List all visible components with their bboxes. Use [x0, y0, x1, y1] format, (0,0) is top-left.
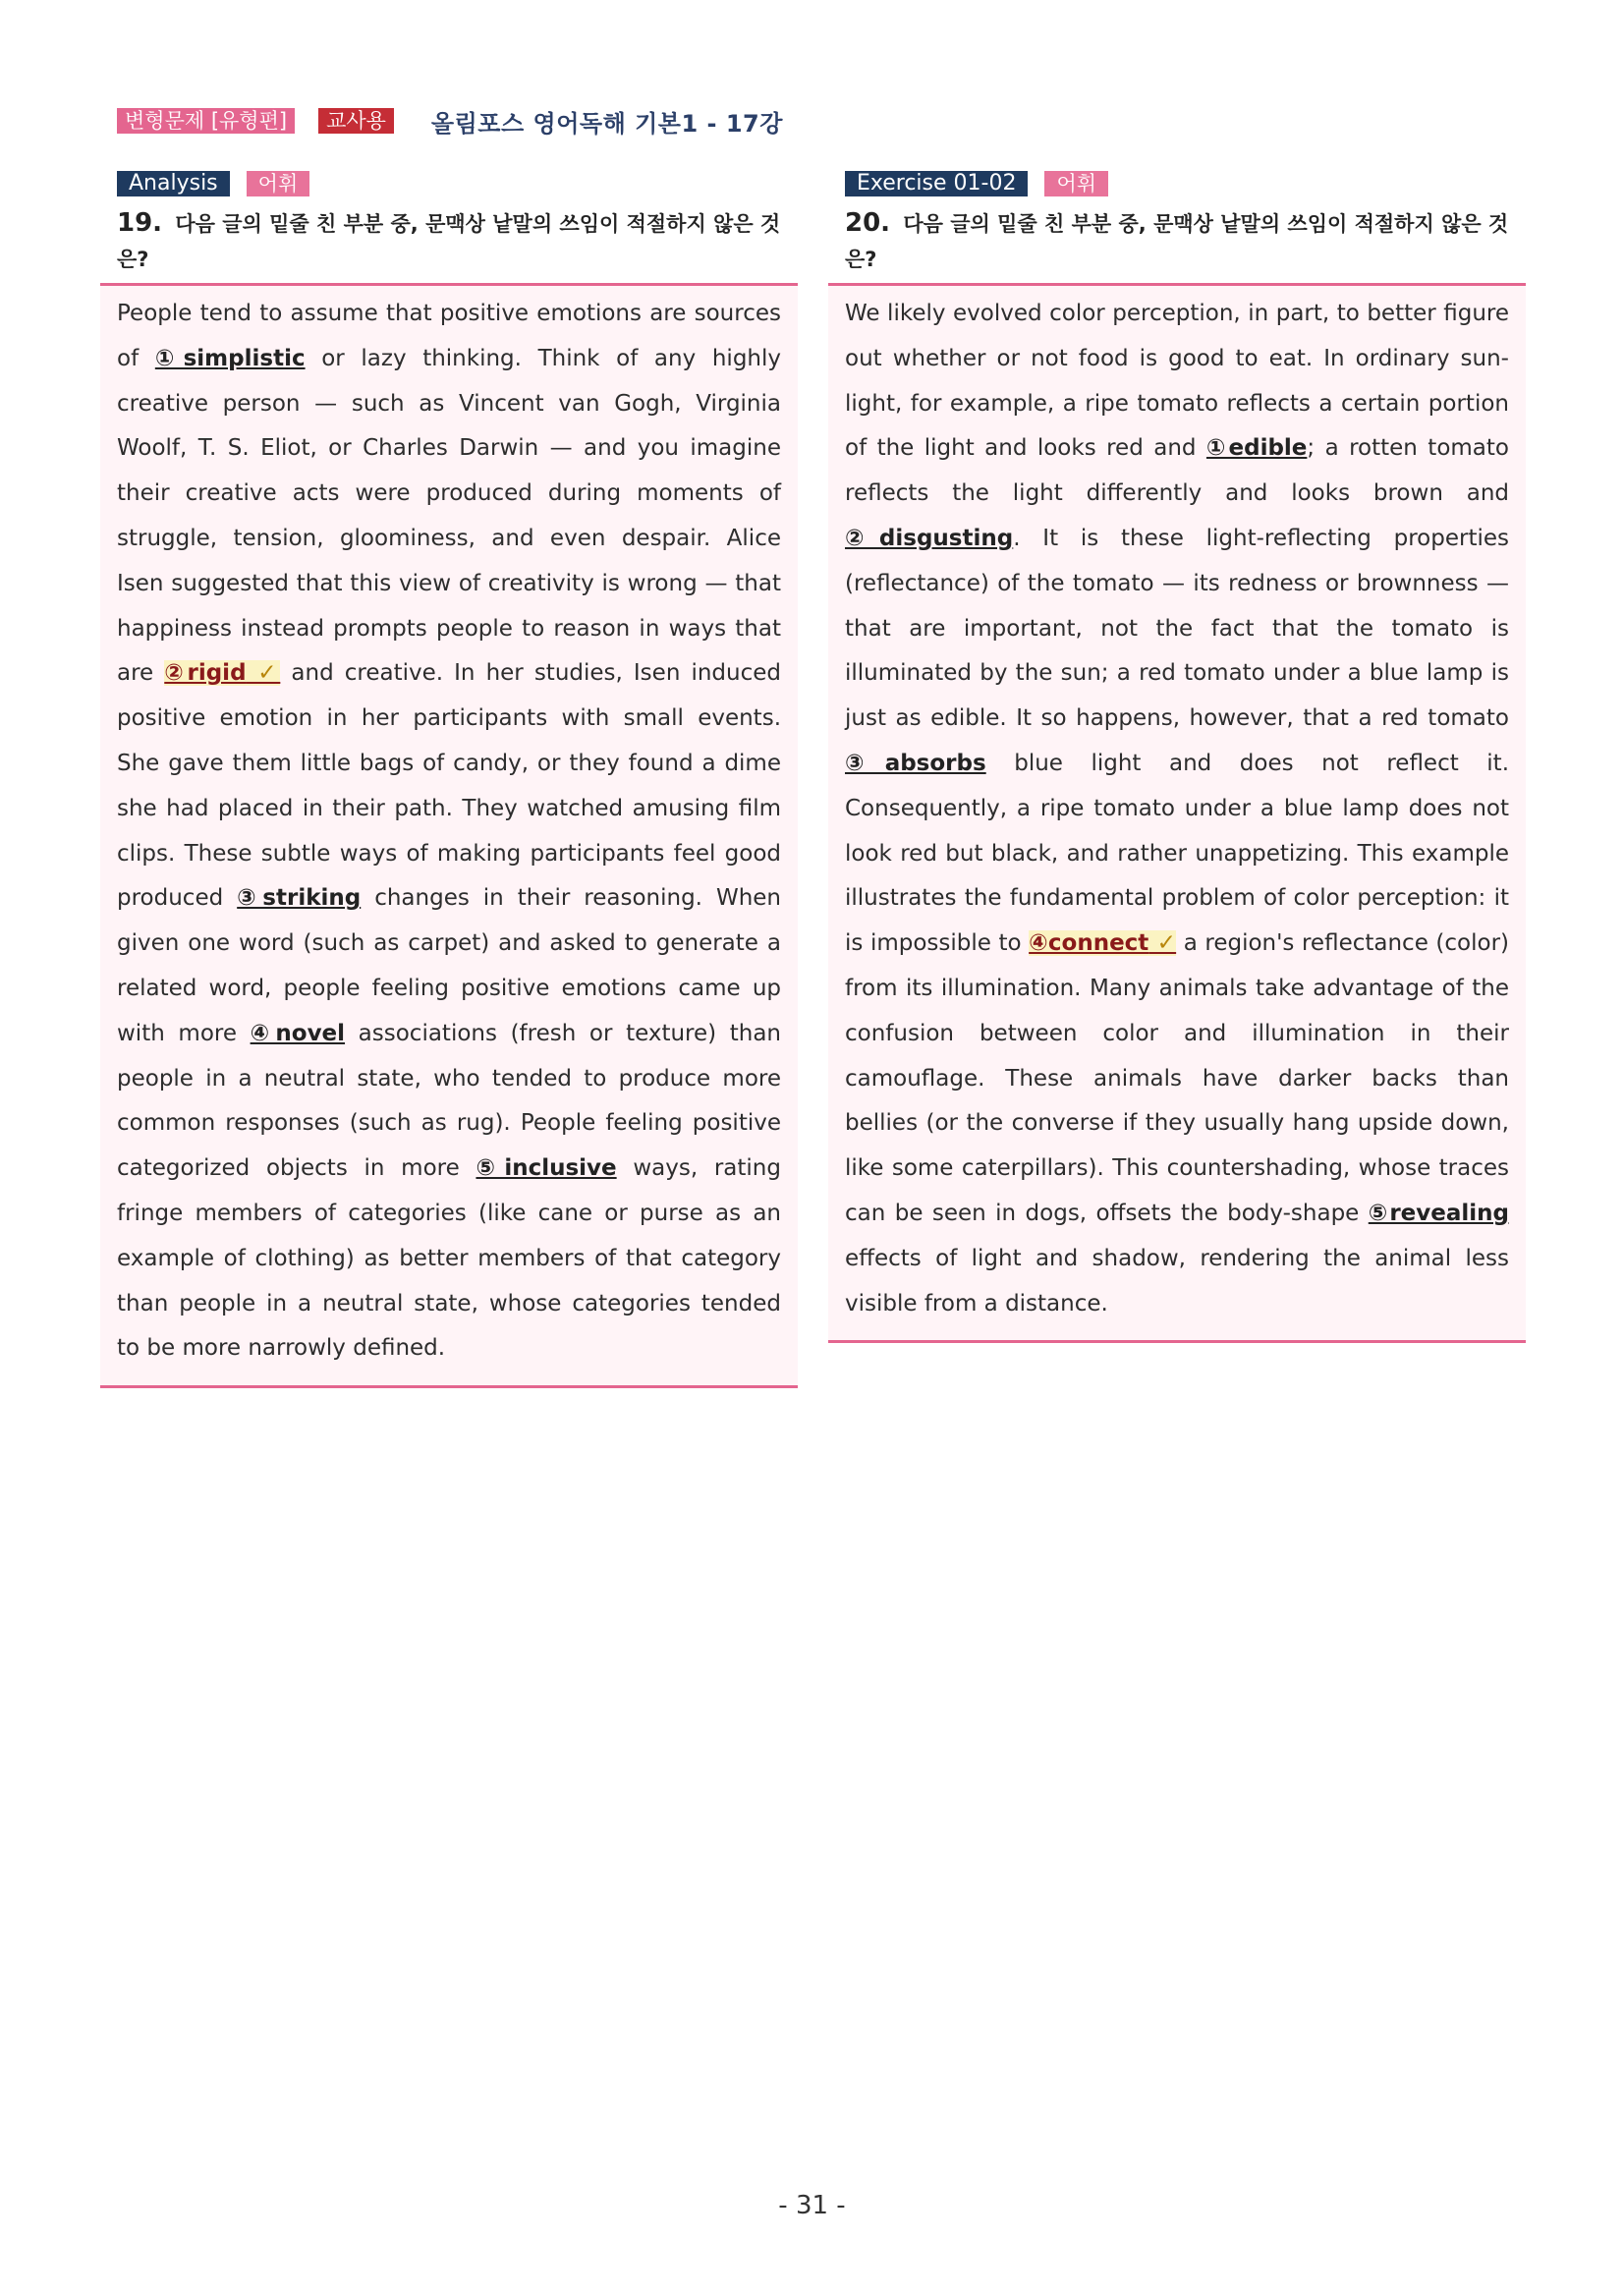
passage-text: ways, rating fringe members of categories (like cane or purse as an example of clothing) as better members of that category than people in a neutral state, whose categories tended to be more narrowly defined.	[117, 1155, 781, 1362]
question-text: 다음 글의 밑줄 친 부분 중, 문맥상 낱말의 쓰임이 적절하지 않은 것은?	[117, 212, 781, 271]
passage-19	[117, 292, 781, 1372]
analysis-label: Analysis	[117, 171, 230, 196]
answer-word: ②rigid	[164, 660, 247, 687]
check-mark-icon: ✓	[246, 660, 281, 687]
passage-text: blue light and does not reflect it. Consequently, a ripe tomato under a blue lamp does not look red but black, and rather unappetizing. This example illustrates the fundamental problem of color perception: it is impossible to	[845, 750, 1510, 957]
underlined-choice-5: ⑤inclusive	[476, 1155, 617, 1182]
worksheet-type-tag: 변형문제 [유형편]	[117, 108, 295, 134]
passage-text: associations (fresh or texture) than people in a neutral state, who tended to produce more common responses (such as rug). People feeling positive categorized objects in more	[117, 1020, 781, 1182]
passage-text: ; a rotten tomato reflects the light differently and looks brown and	[845, 435, 1509, 507]
vocabulary-label: 어휘	[247, 171, 310, 196]
vocabulary-label: 어휘	[1044, 171, 1108, 196]
question-20-prompt	[828, 205, 1513, 277]
question-19-prompt	[100, 205, 785, 277]
underlined-choice-3: ③striking	[237, 885, 362, 912]
check-mark-icon: ✓	[1148, 930, 1177, 957]
question-text: 다음 글의 밑줄 친 부분 중, 문맥상 낱말의 쓰임이 적절하지 않은 것은?	[845, 212, 1509, 271]
passage-text: changes in their reasoning. When given one word (such as carpet) and asked to generate a related word, people feeling positive emotions came up with more	[117, 885, 781, 1046]
question-number: 20.	[845, 208, 891, 238]
passage-text: a region's reflectance (color) from its illumination. Many animals take advantage of the confusion between color and illumination in their camouflage. These animals have darker backs than bellies (or the converse if they usually hang upside down, like some caterpillars). This countershading, whose traces can be seen in dogs, offsets the body-shape	[845, 930, 1510, 1226]
underlined-choice-1: ①simplistic	[154, 345, 306, 371]
passage-box	[100, 283, 798, 1388]
passage-text: effects of light and shadow, rendering the animal less visible from a distance.	[845, 1245, 1509, 1316]
question-number: 19.	[117, 208, 163, 238]
underlined-choice-1: ①edible	[1205, 435, 1308, 462]
answer-choice-2	[164, 660, 280, 686]
underlined-choice-4: ④novel	[250, 1020, 346, 1046]
passage-text: People tend to assume that positive emotions are sources of	[117, 301, 781, 371]
teacher-edition-tag: 교사용	[318, 108, 394, 134]
passage-text: We likely evolved color perception, in part, to better figure out whether or not food is good to eat. In ordinary sun-light, for example, a ripe tomato reflects a certain portion of the light and looks red and	[845, 301, 1509, 462]
question-19-labels	[100, 170, 798, 197]
passage-text: and creative. In her studies, Isen induced positive emotion in her participants with small events. She gave them little bags of candy, or they found a dime she had placed in their path. They watched amusing film clips. These subtle ways of making participants feel good produced	[117, 660, 782, 912]
underlined-choice-5: ⑤revealing	[1368, 1200, 1509, 1226]
question-19-column	[100, 170, 798, 1388]
question-20-column	[828, 170, 1526, 1343]
question-20-labels	[828, 170, 1526, 197]
page-number: - 31 -	[778, 2191, 846, 2220]
passage-text: . It is these light-reflecting properties (reflectance) of the tomato — its redness or brownness — that are important, not the fact that the tomato is illuminated by the sun; a red tomato under a blue lamp is just as edible. It so happens, however, that a red tomato	[845, 525, 1509, 732]
underlined-choice-2: ②disgusting	[845, 525, 1014, 551]
answer-word: ④connect	[1029, 930, 1149, 957]
page-header	[117, 106, 783, 136]
underlined-choice-3: ③absorbs	[845, 750, 986, 776]
exercise-label: Exercise 01-02	[845, 171, 1028, 196]
answer-choice-4	[1029, 930, 1176, 956]
page-title: 올림포스 영어독해 기본1 - 17강	[430, 109, 783, 138]
passage-box	[828, 283, 1526, 1343]
passage-20	[845, 292, 1509, 1326]
passage-text: or lazy thinking. Think of any highly creative person — such as Vincent van Gogh, Virginia Woolf, T. S. Eliot, or Charles Darwin — and you imagine their creative acts were produced during moments of struggle, tension, gloominess, and even despair. Alice Isen suggested that this view of creativity is wrong — that happiness instead prompts people to reason in ways that are	[117, 345, 781, 687]
